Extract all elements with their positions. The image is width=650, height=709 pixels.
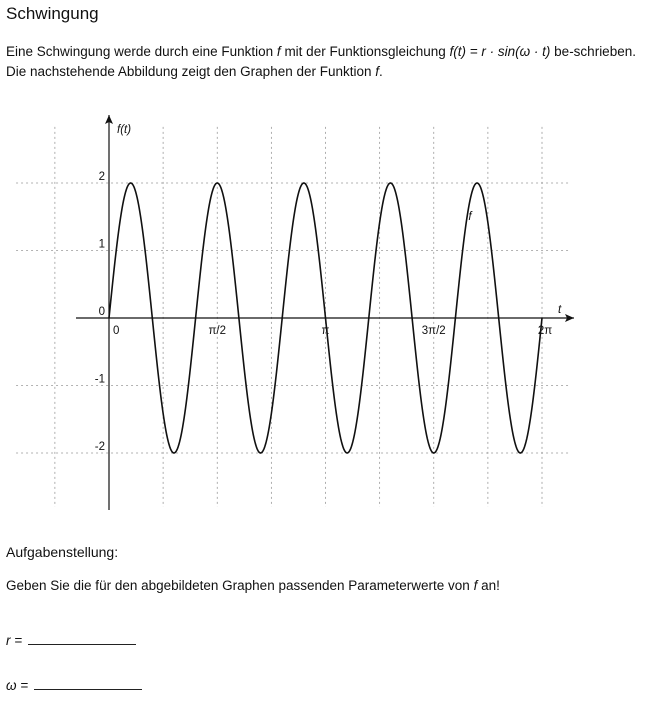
answer-r-blank[interactable] (28, 630, 136, 645)
answer-omega-label: ω = (6, 678, 29, 693)
vertical-gridlines (55, 127, 542, 507)
task-text-1: Geben Sie die für den abgebildeten Graphen passenden Parameterwerte von (6, 578, 474, 593)
y-axis-label: f(t) (117, 124, 132, 136)
x-tick-label: 0 (113, 325, 120, 337)
page-title: Schwingung (6, 4, 99, 23)
intro-text-3: be-schrieben. Die nachstehende Abbildung zeigt den Graphen der Funktion (6, 44, 636, 79)
intro-text-1: Eine Schwingung werde durch eine Funktion (6, 44, 277, 59)
intro-function-name: f (276, 44, 281, 59)
x-tick-label: π/2 (208, 325, 227, 337)
y-tick-label: 2 (98, 171, 105, 183)
x-tick-label: 2π (537, 325, 553, 337)
intro-paragraph (6, 42, 641, 82)
y-tick-label: -2 (94, 441, 105, 453)
answer-r-label: r = (6, 633, 23, 648)
y-tick-label: 1 (98, 238, 105, 251)
intro-text-2: mit der Funktionsgleichung (280, 44, 450, 59)
intro-equation: f(t) = r · sin(ω · t) (449, 44, 551, 59)
task-text (6, 578, 500, 593)
answer-omega (6, 675, 142, 693)
function-graph (0, 110, 650, 520)
y-tick-label: 0 (98, 306, 105, 318)
curve-label-f: f (468, 211, 472, 224)
task-text-2: an! (477, 578, 500, 593)
x-tick-label: 3π/2 (421, 325, 446, 337)
y-tick-label: -1 (94, 373, 105, 386)
intro-text-4: . (379, 64, 383, 79)
x-axis-label: t (558, 304, 562, 316)
answer-omega-blank[interactable] (34, 675, 142, 690)
task-function-name: f (473, 578, 478, 593)
intro-function-name-2: f (375, 64, 380, 79)
answer-r (6, 630, 136, 648)
task-heading: Aufgabenstellung: (6, 544, 119, 560)
x-tick-label: π (321, 325, 330, 337)
